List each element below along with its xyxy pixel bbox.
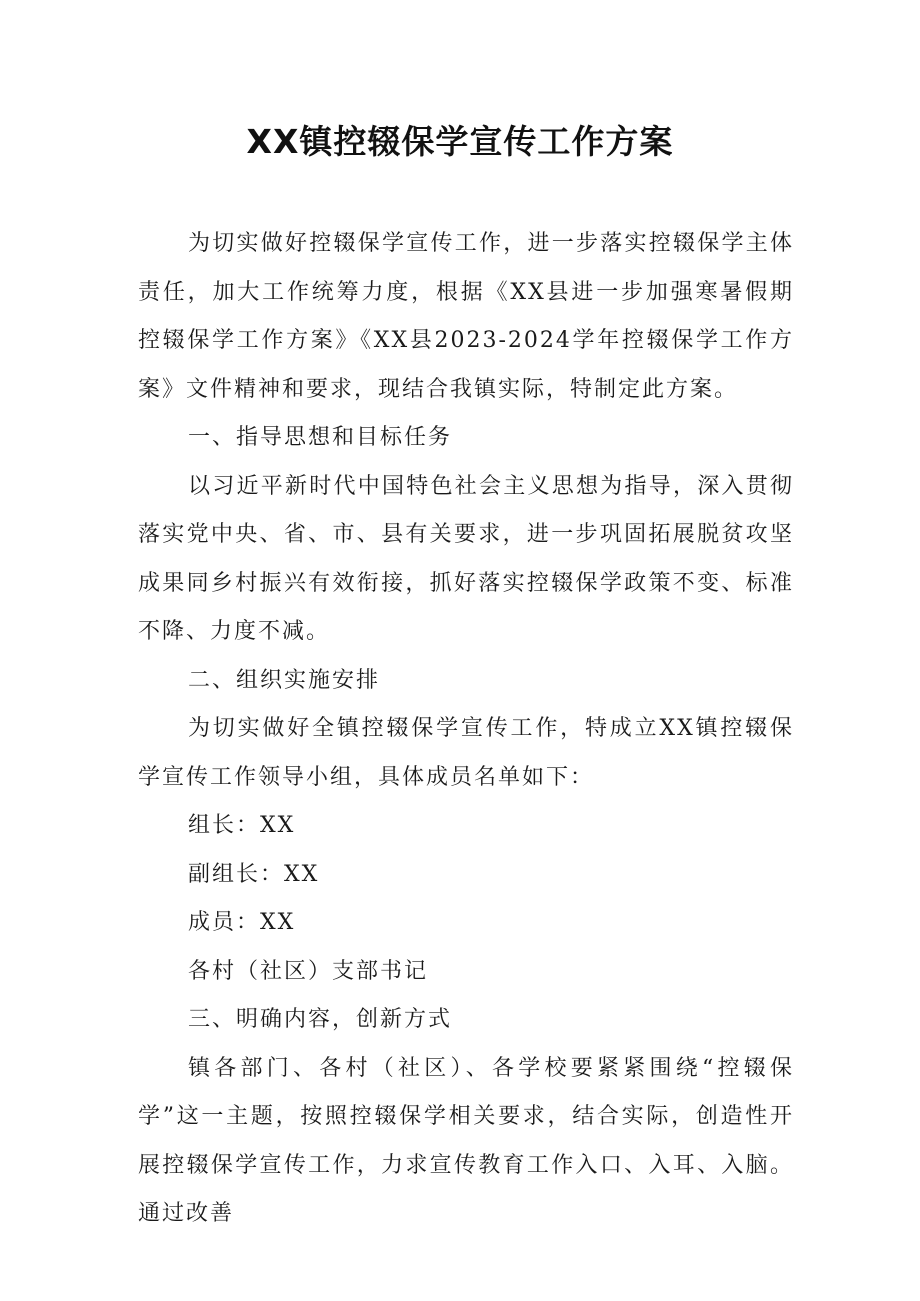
- member-leader: 组长：XX: [188, 813, 296, 838]
- paragraph-intro: 为切实做好控辍保学宣传工作，进一步落实控辍保学主体责任，加大工作统筹力度，根据《XX县进一步加强寒暑假期控辍保学工作方案》《XX县2023-2024学年控辍保学工作方案》文件精神和要求，现结合我镇实际，特制定此方案。: [138, 231, 794, 402]
- document-title: XX镇控辍保学宣传工作方案: [246, 122, 674, 161]
- heading-section-2: 二、组织实施安排: [188, 667, 381, 693]
- member-village-secretaries: 各村（社区）支部书记: [188, 958, 429, 984]
- heading-section-1: 一、指导思想和目标任务: [188, 425, 453, 450]
- heading-section-3: 三、明确内容，创新方式: [188, 1007, 453, 1032]
- paragraph-leading-group: 为切实做好全镇控辍保学宣传工作，特成立XX镇控辍保学宣传工作领导小组，具体成员名单如下：: [138, 716, 794, 790]
- member-deputy-leader: 副组长：XX: [188, 861, 320, 887]
- paragraph-guiding-thought: 以习近平新时代中国特色社会主义思想为指导，深入贯彻落实党中央、省、市、县有关要求，进一步巩固拓展脱贫攻坚成果同乡村振兴有效衔接，抓好落实控辍保学政策不变、标准不降、力度不减。: [138, 473, 794, 644]
- paragraph-content-methods: 镇各部门、各村（社区）、各学校要紧紧围绕“控辍保学”这一主题，按照控辍保学相关要求，结合实际，创造性开展控辍保学宣传工作，力求宣传教育工作入口、入耳、入脑。通过改善: [138, 1055, 794, 1226]
- member-members: 成员：XX: [188, 910, 296, 935]
- document-body: [138, 220, 794, 1239]
